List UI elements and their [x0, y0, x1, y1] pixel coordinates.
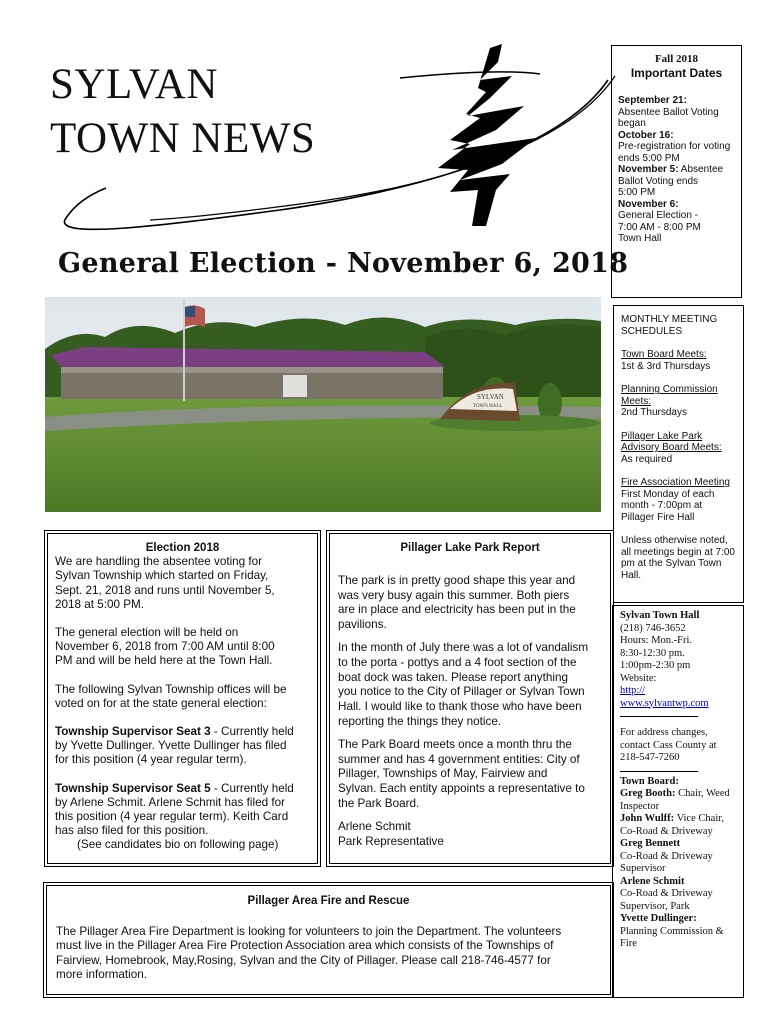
headline: General Election - November 6, 2018 [58, 248, 629, 279]
sign-text-line-2: TOWN HALL [473, 404, 503, 409]
board-member: Yvette Dullinger: Planning Commission & Fire [620, 913, 724, 949]
election-paragraph-2: The general election will be held on November 6, 2018 from 7:00 AM until 8:00 PM and will be held here at the Town Hall. [55, 626, 275, 668]
meeting-item: Town Board Meets: 1st & 3rd Thursdays [621, 349, 711, 372]
board-member: Greg Bennett Co-Road & Driveway Supervisor [620, 838, 713, 874]
date-item: October 16: Pre-registration for voting ends 5:00 PM [618, 129, 731, 164]
park-paragraph-3: The Park Board meets once a month thru the summer and has 4 government entities: City of Pillager, Townships of May, Fairview and Sylvan. Each entity appoints a representative to the Park Board. [338, 737, 585, 810]
meeting-item: Pillager Lake Park Advisory Board Meets: As required [621, 430, 722, 465]
town-hall-phone: (218) 746-3652 [620, 622, 686, 634]
park-signature: Arlene Schmit Park Representative [338, 819, 444, 848]
fire-rescue-title: Pillager Area Fire and Rescue [247, 895, 410, 907]
fire-rescue-article [43, 882, 614, 998]
date-item: September 21: Absentee Ballot Voting began [618, 95, 719, 129]
meeting-schedules-box [613, 305, 744, 603]
tree-logo-icon [438, 44, 536, 226]
park-report-title: Pillager Lake Park Report [400, 542, 540, 554]
election-title: Election 2018 [145, 542, 220, 554]
park-paragraph-2: In the month of July there was a lot of vandalism to the porta - pottys and a 4 foot section of the boat dock was taken. Please report anything you notice to the City of Pillager or Sylvan Town Hall. I would like to thank those who have been reporting the things they notice. [338, 640, 589, 728]
masthead-swoosh-and-tree [40, 40, 620, 250]
sign-text-line-1: SYLVAN [477, 393, 504, 401]
meetings-heading: MONTHLY MEETING SCHEDULES [621, 314, 718, 337]
board-member: John Wulff: Vice Chair, Co-Road & Driveway [620, 813, 724, 837]
meetings-note: Unless otherwise noted, all meetings begin at 7:00 pm at the Sylvan Town Hall. [621, 535, 735, 581]
board-member: Arlene Schmit Co-Road & Driveway Supervisor, Park [620, 875, 713, 912]
board-member: Greg Booth: Chair, Weed Inspector [620, 788, 730, 812]
website-link[interactable]: http:// www.sylvantwp.com [620, 685, 709, 709]
dates-season: Fall 2018 [654, 53, 699, 65]
town-board-heading: Town Board: [620, 775, 679, 787]
town-hall-name: Sylvan Town Hall [620, 610, 700, 621]
park-paragraph-1: The park is in pretty good shape this year and was very busy again this summer. Both piers are in place and electricity has been put in the pavilions. [338, 573, 576, 632]
seat-5-paragraph: Township Supervisor Seat 5 - Currently held by Arlene Schmit. Arlene Schmit has filed for this position (4 year regular term). Keith Card has also filed for this position. (See candidates bio on following page) [55, 782, 310, 853]
meeting-item: Fire Association Meeting First Monday of each month - 7:00pm at Pillager Fire Hall [621, 477, 730, 523]
divider [620, 716, 698, 717]
masthead-line-2: TOWN NEWS [50, 115, 316, 162]
fire-rescue-body: The Pillager Area Fire Department is looking for volunteers to join the Department. The volunteers must live in the Pillager Area Fire Protection Association area which consists of the Townships of Fairview, Homebrook, May,Rosing, Sylvan and the City of Pillager. Please call 218-746-4577 for more information. [56, 924, 562, 981]
important-dates-box [611, 45, 742, 298]
date-item: November 6: General Election - 7:00 AM - 8:00 PM Town Hall [618, 198, 701, 244]
election-article [44, 530, 321, 867]
divider [620, 771, 698, 772]
masthead-line-1: SYLVAN [50, 61, 218, 108]
seat-3-paragraph: Township Supervisor Seat 3 - Currently held by Yvette Dullinger. Yvette Dullinger has filed for this position (4 year regular term). [55, 725, 294, 767]
election-paragraph-1: We are handling the absentee voting for Sylvan Township which started on Friday, Sept. 21, 2018 and runs until November 5, 2018 at 5:00 PM. [55, 555, 275, 611]
town-hall-info-box: Sylvan Town Hall (218) 746-3652 Hours: Mon.-Fri. 8:30-12:30 pm. 1:00pm-2:30 pm Website: http:// www.sylvantwp.com For address changes, contact Cass County at 218-547-7260 Town Board: Greg Booth: Chair, Weed Inspector John Wulff: Vice Chair, Co-Road & Driveway Greg Bennett Co-Road & Driveway Supervisor Arlene Schmit Co-Road & Driveway Supervisor, Park Yvette Dullinger: Planning Commission & Fire [612, 605, 744, 998]
dates-heading: Important Dates [630, 65, 723, 80]
address-change-note: For address changes, contact Cass County at 218-547-7260 [620, 727, 717, 763]
town-hall-photo [45, 297, 601, 512]
date-item: November 5: Absentee Ballot Voting ends 5:00 PM [618, 164, 724, 198]
meeting-item: Planning Commission Meets: 2nd Thursdays [621, 384, 718, 418]
park-report-article [326, 530, 614, 867]
bio-note: (See candidates bio on following page) [77, 838, 279, 852]
election-paragraph-3: The following Sylvan Township offices will be voted on for at the state general election: [55, 682, 287, 710]
